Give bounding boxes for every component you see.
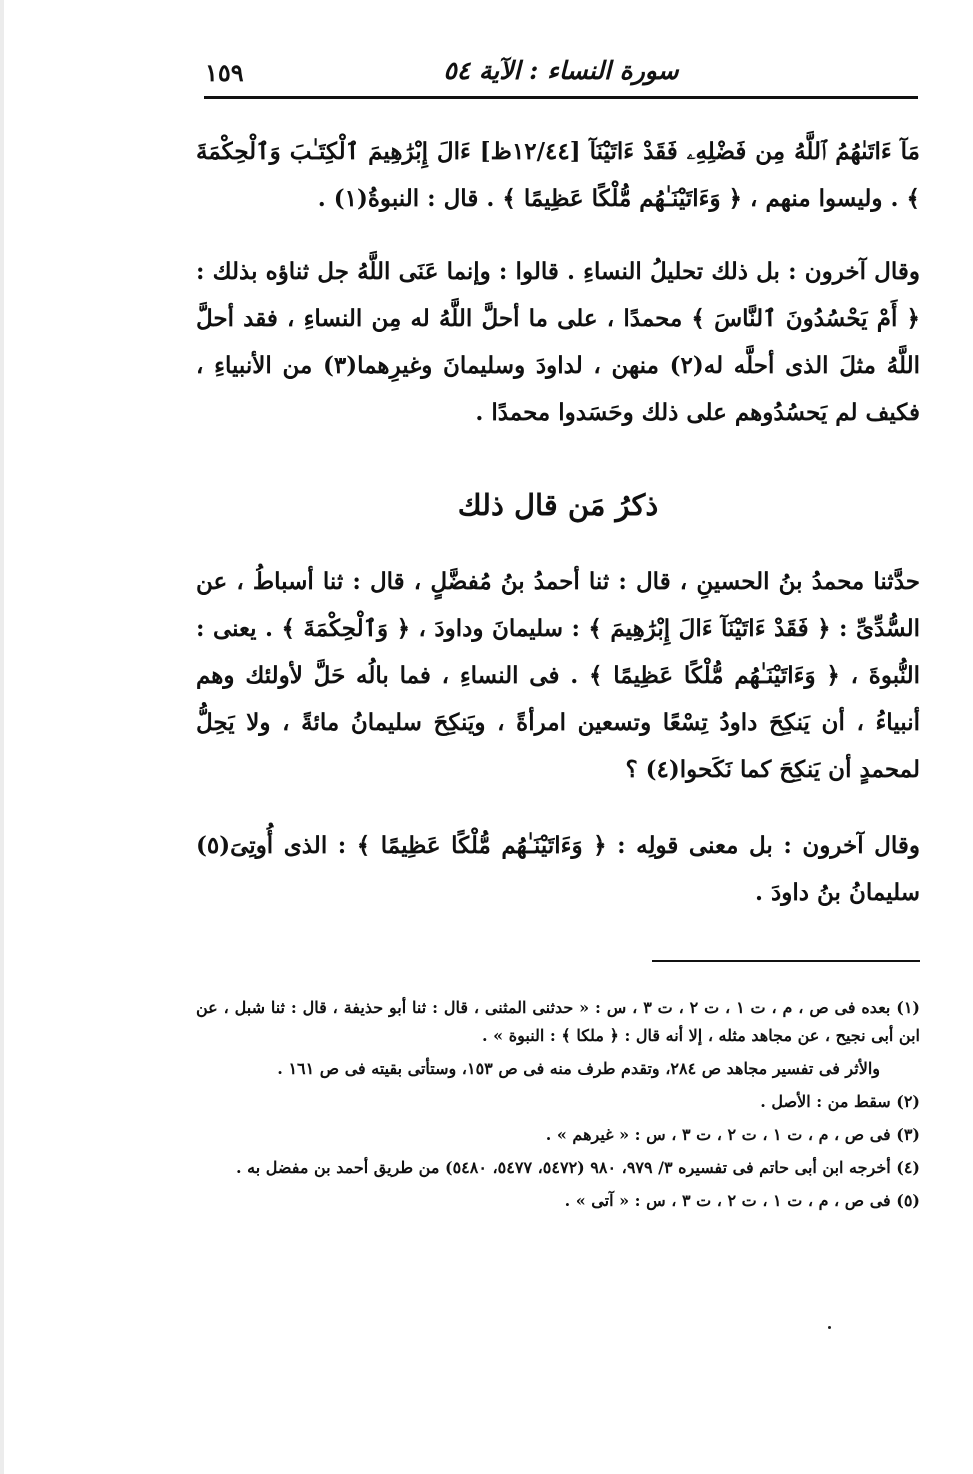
paragraph-text: وقال آخرون : بل ذلك تحليلُ النساءِ . قالوا : وإنما عَنَى اللَّهُ جل ثناؤه بذلك : ﴿ أَمْ يَحْسُدُونَ ٱلنَّاسَ ﴾ محمدًا ، على ما أحلَّ اللَّهُ له مِن النساءِ ، فقد أحلَّ اللَّهُ مثلَ الذى أحلَّه له(٢) منهن ، لداودَ وسليمانَ وغيرِهما(٣) من الأنبياءِ ، فكيف لم يَحسُدُوهم على ذلك وحَسَدوا محمدًا .	[196, 258, 920, 426]
header-rule	[204, 96, 918, 99]
footnote: (١) بعده فى ص ، م ، ت ١ ، ت ٢ ، ت ٣ ، س : « حدثنى المثنى ، قال : ثنا أبو حذيفة ، قال : ثنا شبل ، عن ابن أبى نجيح ، عن مجاهد مثله ، إلا أنه قال : ﴿ ملكا ﴾ : النبوة » .	[196, 998, 920, 1045]
paragraph-1	[196, 128, 920, 222]
paragraph-text: مَآ ءَاتَىٰهُمُ ٱللَّهُ مِن فَضْلِهِۦ فَقَدْ ءَاتَيْنَآ [١٢/٤٤ظ] ءَالَ إِبْرَٰهِيمَ ٱلْكِتَـٰبَ وَٱلْحِكْمَةَ ﴾ . وليسوا منهم ، ﴿ وَءَاتَيْنَـٰهُم مُّلْكًا عَظِيمًا ﴾ . قال : النبوةُ(١) .	[196, 138, 920, 212]
footnote: (٥) فى ص ، م ، ت ١ ، ت ٢ ، ت ٣ ، س : « آتى » .	[564, 1191, 920, 1210]
footnote: والأثر فى تفسير مجاهد ص ٢٨٤، وتقدم طرف منه فى ص ١٥٣، وستأتى بقيته فى ص ١٦١ .	[277, 1059, 880, 1078]
paragraph-2	[196, 248, 920, 436]
paragraph-text: وقال آخرون : بل معنى قولِه : ﴿ وَءَاتَيْنَـٰهُم مُّلْكًا عَظِيمًا ﴾ : الذى أُوتِىَ(٥) سليمانُ بنُ داودَ .	[196, 832, 920, 906]
footnote: (٣) فى ص ، م ، ت ١ ، ت ٢ ، ت ٣ ، س : « غيرهم » .	[545, 1125, 920, 1144]
running-title: سورة النساء : الآية ٥٤	[443, 56, 679, 85]
paragraph-text: حدَّثنا محمدُ بنُ الحسينِ ، قال : ثنا أحمدُ بنُ مُفضَّلٍ ، قال : ثنا أسباطُ ، عن السُّدِّىِّ : ﴿ فَقَدْ ءَاتَيْنَآ ءَالَ إِبْرَٰهِيمَ ﴾ : سليمانَ وداودَ ، ﴿ وَٱلْحِكْمَةَ ﴾ . يعنى : النُّبوةَ ، ﴿ وَءَاتَيْنَـٰهُم مُّلْكًا عَظِيمًا ﴾ . فى النساءِ ، فما بالُه حَلَّ لأولئك وهم أنبياءُ ، أن يَنكِحَ داودُ تِسْعًا وتسعين امرأةً ، ويَنكِحَ سليمانُ مائةً ، ولا يَحِلُّ لمحمدٍ أن يَنكِحَ كما نَكَحوا(٤) ؟	[196, 568, 920, 783]
section-heading: ذكرُ مَن قال ذلك	[457, 488, 659, 522]
page-number: ١٥٩	[205, 58, 244, 87]
footnote: (٢) سقط من : الأصل .	[760, 1092, 920, 1111]
footnote-separator	[652, 960, 920, 962]
footnotes	[196, 994, 920, 1220]
page-header	[205, 52, 917, 96]
page-edge-shadow	[0, 0, 4, 1474]
footnote: (٤) أخرجه ابن أبى حاتم فى تفسيره ٣/ ٩٧٩، ٩٨٠ (٥٤٧٢، ٥٤٧٧، ٥٤٨٠) من طريق أحمد بن مفضل به .	[236, 1158, 920, 1177]
paragraph-3	[196, 558, 920, 793]
scan-speck	[828, 1326, 831, 1329]
paragraph-4	[196, 822, 920, 916]
